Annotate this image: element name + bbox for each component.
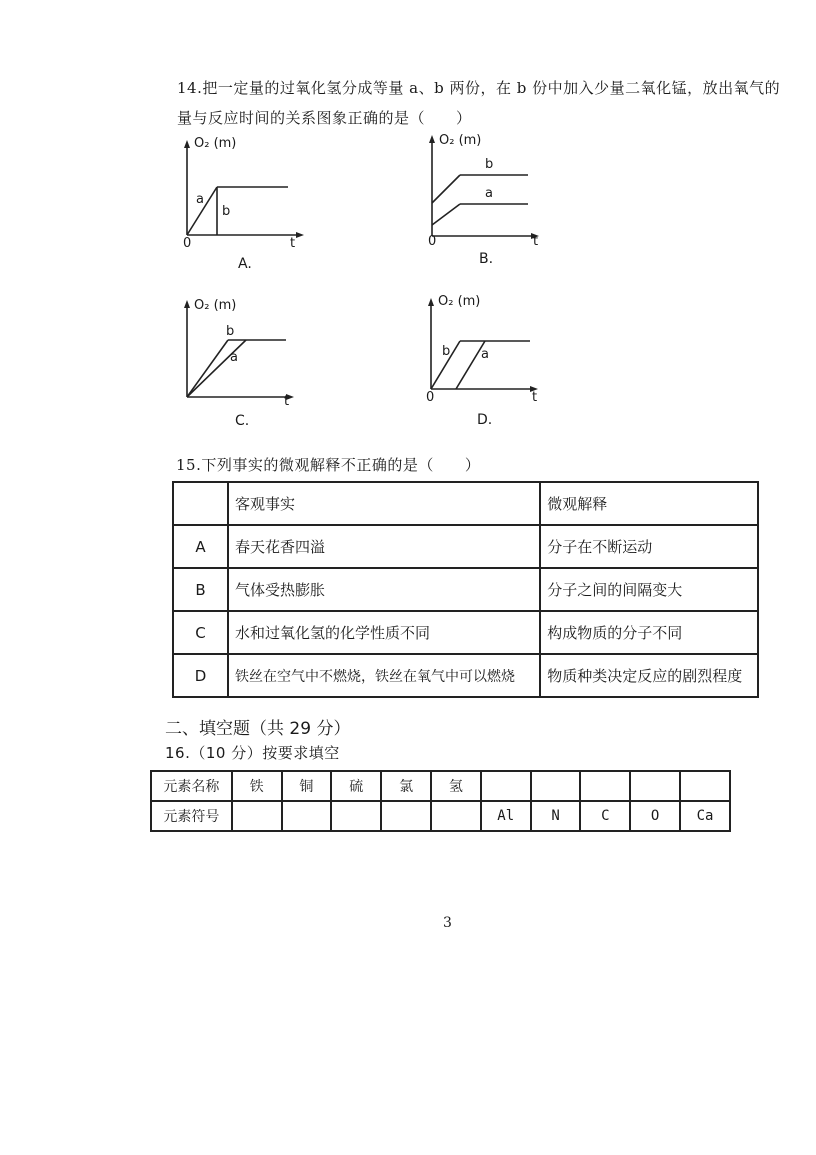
graph-b-origin: 0	[428, 234, 437, 249]
graph-d-origin: 0	[426, 390, 435, 405]
graph-d-label-b: b	[442, 344, 451, 359]
graph-d-caption: D.	[477, 412, 493, 428]
element-symbol-cell[interactable]	[232, 801, 282, 831]
element-symbol-cell[interactable]: O	[630, 801, 680, 831]
option-letter: D	[173, 654, 228, 697]
element-symbol-cell[interactable]: Al	[481, 801, 531, 831]
graph-d-ylabel: O₂ (m)	[438, 294, 481, 309]
header-cell	[173, 482, 228, 525]
graph-d-xlabel: t	[532, 390, 538, 405]
header-cell: 微观解释	[540, 482, 758, 525]
graph-d-svg	[424, 298, 564, 428]
q14-line1: 14.把一定量的过氧化氢分成等量 a、b 两份，在 b 份中加入少量二氧化锰，放出氧气的	[177, 79, 781, 97]
graph-a-ylabel: O₂ (m)	[194, 136, 237, 151]
element-name-cell[interactable]	[481, 771, 531, 801]
graph-b	[425, 135, 565, 265]
graph-b-svg	[425, 135, 565, 265]
curve-b	[187, 340, 228, 397]
graph-a	[180, 136, 320, 272]
header-cell: 客观事实	[228, 482, 540, 525]
graph-b-caption: B.	[479, 251, 494, 267]
table-header-row	[173, 482, 758, 525]
element-name-cell[interactable]	[630, 771, 680, 801]
element-name-cell[interactable]	[680, 771, 730, 801]
graph-b-label-a: a	[485, 186, 493, 201]
option-letter: B	[173, 568, 228, 611]
graph-b-ylabel: O₂ (m)	[439, 133, 482, 148]
graph-c-caption: C.	[235, 413, 250, 429]
table-row	[173, 611, 758, 654]
element-symbol-cell[interactable]: C	[580, 801, 630, 831]
element-name-row	[151, 771, 730, 801]
explanation-cell: 分子之间的间隔变大	[540, 568, 758, 611]
element-name-cell[interactable]: 铜	[282, 771, 332, 801]
curve-a	[432, 204, 460, 225]
x-arrow	[296, 232, 304, 238]
graph-a-xlabel: t	[290, 236, 296, 251]
fact-cell: 铁丝在空气中不燃烧，铁丝在氧气中可以燃烧	[228, 654, 540, 697]
y-arrow	[428, 298, 434, 306]
element-name-cell[interactable]	[531, 771, 581, 801]
graph-d-label-a: a	[481, 347, 489, 362]
curve-a	[187, 340, 246, 397]
graph-a-caption: A.	[238, 256, 252, 272]
element-symbol-cell[interactable]	[282, 801, 332, 831]
element-name-cell[interactable]: 氢	[431, 771, 481, 801]
element-symbol-cell[interactable]: Ca	[680, 801, 730, 831]
element-symbol-cell[interactable]	[431, 801, 481, 831]
table-row	[173, 568, 758, 611]
graph-b-xlabel: t	[533, 234, 539, 249]
q15-title: 15.下列事实的微观解释不正确的是（ ）	[176, 456, 481, 474]
graph-c	[180, 300, 320, 430]
fact-cell: 春天花香四溢	[228, 525, 540, 568]
graph-c-ylabel: O₂ (m)	[194, 298, 237, 313]
explanation-cell: 分子在不断运动	[540, 525, 758, 568]
y-arrow	[184, 140, 190, 148]
q16-table	[150, 770, 731, 832]
element-name-cell[interactable]: 硫	[331, 771, 381, 801]
row-label: 元素符号	[151, 801, 232, 831]
q14-line2: 量与反应时间的关系图象正确的是（ ）	[177, 109, 472, 127]
fact-cell: 水和过氧化氢的化学性质不同	[228, 611, 540, 654]
section2-title: 二、填空题（共 29 分）	[165, 719, 351, 739]
graph-d	[424, 294, 564, 428]
element-symbol-row	[151, 801, 730, 831]
fact-cell: 气体受热膨胀	[228, 568, 540, 611]
explanation-cell: 构成物质的分子不同	[540, 611, 758, 654]
graph-a-label-a: a	[196, 192, 204, 207]
q15-table	[172, 481, 759, 698]
table-row	[173, 525, 758, 568]
graph-c-svg	[180, 300, 320, 430]
explanation-cell: 物质种类决定反应的剧烈程度	[540, 654, 758, 697]
graph-a-label-b: b	[222, 204, 231, 219]
row-label: 元素名称	[151, 771, 232, 801]
element-symbol-cell[interactable]: N	[531, 801, 581, 831]
element-symbol-cell[interactable]	[381, 801, 431, 831]
element-name-cell[interactable]: 氯	[381, 771, 431, 801]
graph-a-origin: 0	[183, 236, 192, 251]
option-letter: C	[173, 611, 228, 654]
option-letter: A	[173, 525, 228, 568]
element-symbol-cell[interactable]	[331, 801, 381, 831]
graph-b-label-b: b	[485, 157, 494, 172]
graph-c-label-b: b	[226, 324, 235, 339]
table-row	[173, 654, 758, 697]
graph-c-xlabel: t	[284, 394, 290, 409]
curve-b	[432, 175, 460, 203]
page-number: 3	[443, 915, 452, 931]
element-name-cell[interactable]: 铁	[232, 771, 282, 801]
graph-c-label-a: a	[230, 350, 238, 365]
element-name-cell[interactable]	[580, 771, 630, 801]
y-arrow	[429, 135, 435, 143]
y-arrow	[184, 300, 190, 308]
q16-title: 16.（10 分）按要求填空	[165, 744, 340, 762]
